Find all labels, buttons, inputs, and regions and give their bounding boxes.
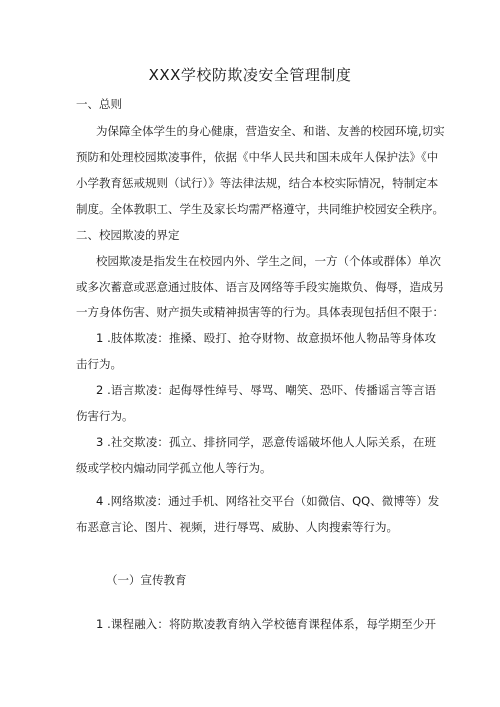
- paragraph-line: 制度。全体教职工、学生及家长均需严格遵守，共同维护校园安全秩序。: [76, 202, 444, 216]
- document-title: XXX学校防欺凌安全管理制度: [148, 66, 352, 84]
- list-item-verbal-cont: 伤害行为。: [76, 409, 134, 423]
- list-item-curriculum: 1 .课程融入：将防欺凌教育纳入学校德育课程体系，每学期至少开: [96, 617, 436, 631]
- list-item-cyber-cont: 布恶意言论、图片、视频，进行辱骂、威胁、人肉搜索等行为。: [76, 520, 398, 534]
- subsection-heading-publicity: （一）宣传教育: [106, 573, 187, 587]
- paragraph-line: 预防和处理校园欺凌事件，依据《中华人民共和国未成年人保护法》《中: [76, 150, 439, 164]
- list-item-physical-cont: 击行为。: [76, 357, 122, 371]
- list-item-social: 3 .社交欺凌：孤立、排挤同学，恶意传谣破坏他人人际关系，在班: [96, 435, 436, 449]
- section-heading-definition: 二、校园欺凌的界定: [76, 228, 180, 242]
- list-item-social-cont: 级或学校内煽动同学孤立他人等行为。: [76, 461, 272, 475]
- paragraph-line: 为保障全体学生的身心健康，营造安全、和谐、友善的校园环境,切实: [96, 124, 445, 138]
- paragraph-line: 或多次蓄意或恶意通过肢体、语言及网络等手段实施欺负、侮辱，造成另: [76, 280, 444, 294]
- section-heading-general: 一、总则: [76, 97, 122, 111]
- list-item-cyber: 4 .网络欺凌：通过手机、网络社交平台（如微信、QQ、微博等）发: [96, 494, 440, 508]
- list-item-physical: 1 .肢体欺凌：推搡、殴打、抢夺财物、故意损坏他人物品等身体攻: [96, 331, 436, 345]
- paragraph-line: 校园欺凌是指发生在校园内外、学生之间，一方（个体或群体）单次: [96, 254, 441, 268]
- paragraph-line: 一方身体伤害、财产损失或精神损害等的行为。具体表现包括但不限于：: [76, 305, 444, 319]
- list-item-verbal: 2 .语言欺凌：起侮辱性绰号、辱骂、嘲笑、恐吓、传播谣言等言语: [96, 383, 436, 397]
- paragraph-line: 小学教育惩戒规则（试行）》等法律法规，结合本校实际情况，特制定本: [76, 176, 439, 190]
